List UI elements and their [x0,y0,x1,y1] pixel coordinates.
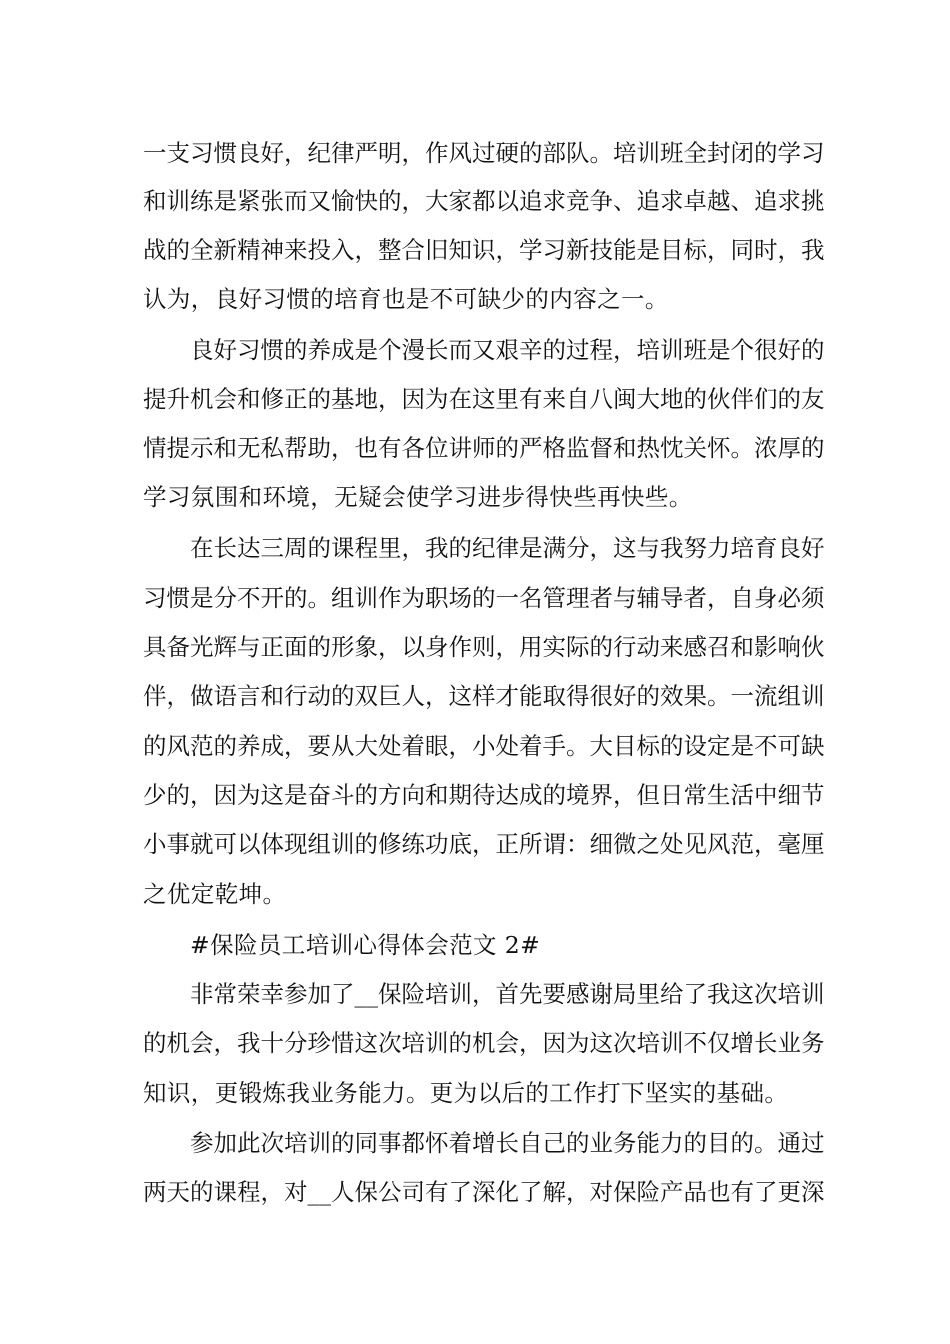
paragraph-line: 提升机会和修正的基地，因为在这里有来自八闽大地的伙伴们的友 [143,385,825,413]
paragraph-line: 的风范的养成，要从大处着眼，小处着手。大目标的设定是不可缺 [143,732,825,760]
paragraph-line: 小事就可以体现组训的修练功底，正所谓：细微之处见风范，毫厘 [143,830,825,858]
paragraph-line: 知识，更锻炼我业务能力。更为以后的工作打下坚实的基础。 [143,1079,789,1107]
paragraph-line: 伴，做语言和行动的双巨人，这样才能取得很好的效果。一流组训 [143,682,825,710]
paragraph-line: 之优定乾坤。 [143,880,287,908]
paragraph-line: 在长达三周的课程里，我的纪律是满分，这与我努力培育良好 [190,534,825,562]
paragraph-line: 两天的课程，对__人保公司有了深化了解，对保险产品也有了更深 [143,1178,825,1206]
section-heading: #保险员工培训心得体会范文 2# [190,931,541,959]
paragraph-line: 习惯是分不开的。组训作为职场的一名管理者与辅导者，自身必须 [143,584,825,612]
paragraph-line: 战的全新精神来投入，整合旧知识，学习新技能是目标，同时，我 [143,236,825,264]
paragraph-line: 一支习惯良好，纪律严明，作风过硬的部队。培训班全封闭的学习 [143,139,825,167]
paragraph-line: 参加此次培训的同事都怀着增长自己的业务能力的目的。通过 [190,1129,825,1157]
paragraph-line: 非常荣幸参加了__保险培训，首先要感谢局里给了我这次培训 [190,980,825,1008]
paragraph-line: 的机会，我十分珍惜这次培训的机会，因为这次培训不仅增长业务 [143,1029,825,1057]
paragraph-line: 情提示和无私帮助，也有各位讲师的严格监督和热忱关怀。浓厚的 [143,434,825,462]
paragraph-line: 具备光辉与正面的形象，以身作则，用实际的行动来感召和影响伙 [143,633,825,661]
paragraph-line: 学习氛围和环境，无疑会使学习进步得快些再快些。 [143,483,693,511]
paragraph-line: 认为，良好习惯的培育也是不可缺少的内容之一。 [143,285,669,313]
paragraph-line: 良好习惯的养成是个漫长而又艰辛的过程，培训班是个很好的 [190,336,825,364]
paragraph-line: 和训练是紧张而又愉快的，大家都以追求竞争、追求卓越、追求挑 [143,187,825,215]
paragraph-line: 少的，因为这是奋斗的方向和期待达成的境界，但日常生活中细节 [143,781,825,809]
